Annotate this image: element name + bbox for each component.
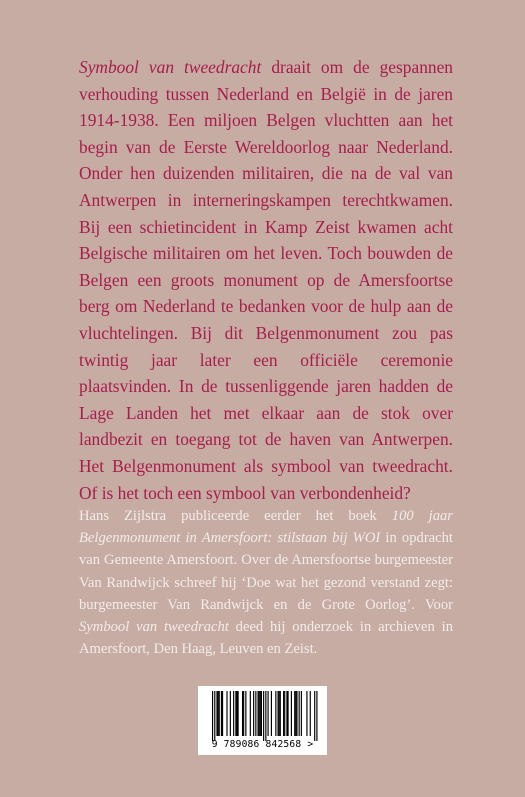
barcode-bar — [238, 691, 239, 736]
barcode-bar — [236, 691, 237, 736]
barcode-bar — [287, 691, 288, 736]
barcode-bar — [277, 691, 278, 736]
isbn-number: 9 789086 842568 > — [211, 739, 314, 750]
earlier-book-title: 100 jaar Belgenmonument in Amersfoort: stilstaan bij WOI — [79, 508, 453, 547]
barcode-bar — [222, 691, 223, 736]
barcode-bar — [286, 691, 287, 736]
barcode-bar — [316, 691, 317, 741]
bio-part-2: in opdracht van Gemeente Amersfoort. Over de Amersfoortse burgemeester Van Randwijck schreef hij ‘Doe wat het gezond verstand zegt: burgemeester Van Randwijck en de Grote Oorlog’. Voor — [79, 530, 453, 613]
barcode-bar — [218, 691, 219, 736]
barcode-bar — [221, 691, 222, 736]
barcode-bar — [263, 691, 264, 741]
barcode-bar — [314, 691, 315, 741]
bio-part-3: deed hij onderzoek in archieven in Amersfoort, Den Haag, Leuven en Zeist. — [79, 619, 453, 658]
barcode-bar — [255, 691, 256, 736]
barcode-bar — [284, 691, 285, 736]
barcode-bar — [216, 691, 217, 736]
blurb-text: draait om de gespannen verhouding tussen Nederland en België in de jaren 1914-1938. Een miljoen Belgen vluchtten aan het begin van de Eerste Wereldoorlog naar Nederland. Onder hen duizenden militairen, die na de val van Antwerpen in interneringskampen terechtkwamen. Bij een schietincident in Kamp Zeist kwamen acht Belgische militairen om het leven. Toch bouwden de Belgen een groots monument op de Amersfoortse berg om Nederland te bedanken voor de hulp aan de vluchtelingen. Bij dit Belgenmonument zou pas twintig jaar later een officiële ceremonie plaatsvinden. In de tussenliggende jaren hadden de Lage Landen het met elkaar aan de stok over landbezit en toegang tot de haven van Antwerpen. Het Belgenmonument als symbool van tweedracht. Of is het toch een symbool van verbondenheid? — [79, 57, 454, 503]
barcode-bar — [268, 691, 269, 736]
isbn-barcode — [198, 686, 327, 755]
barcode-bar — [250, 691, 251, 736]
barcode-bar — [299, 691, 300, 736]
bio-book-title: Symbool van tweedracht — [79, 619, 229, 636]
barcode-bar — [265, 691, 266, 741]
barcode-bar — [242, 691, 243, 736]
barcode-bar — [291, 691, 292, 736]
barcode-bar — [259, 691, 260, 736]
author-bio — [79, 505, 453, 660]
barcode-bar — [283, 691, 284, 736]
barcode-bar — [214, 691, 215, 741]
barcode-bar — [258, 691, 259, 736]
barcode-bar — [271, 691, 272, 736]
barcode-bar — [295, 691, 296, 736]
barcode-bar — [310, 691, 311, 736]
barcode-bar — [243, 691, 244, 736]
barcode-bar — [233, 691, 234, 736]
barcode-bars — [202, 691, 323, 741]
book-title: Symbool van tweedracht — [79, 57, 262, 77]
barcode-bar — [226, 691, 227, 736]
barcode-bar — [301, 691, 302, 736]
barcode-bar — [235, 691, 236, 736]
barcode-bar — [275, 691, 276, 736]
barcode-bar — [230, 691, 231, 736]
bio-part-1: Hans Zijlstra publiceerde eerder het boek — [79, 508, 392, 524]
back-cover-blurb — [79, 54, 453, 506]
barcode-bar — [280, 691, 281, 736]
barcode-bar — [260, 691, 261, 736]
barcode-bar — [245, 691, 246, 736]
barcode-bar — [294, 691, 295, 736]
barcode-bar — [253, 691, 254, 736]
barcode-bar — [279, 691, 280, 736]
barcode-bar — [306, 691, 307, 736]
barcode-bar — [261, 691, 262, 736]
barcode-bar — [296, 691, 297, 736]
barcode-bar — [212, 691, 213, 741]
barcode-bar — [219, 691, 220, 736]
